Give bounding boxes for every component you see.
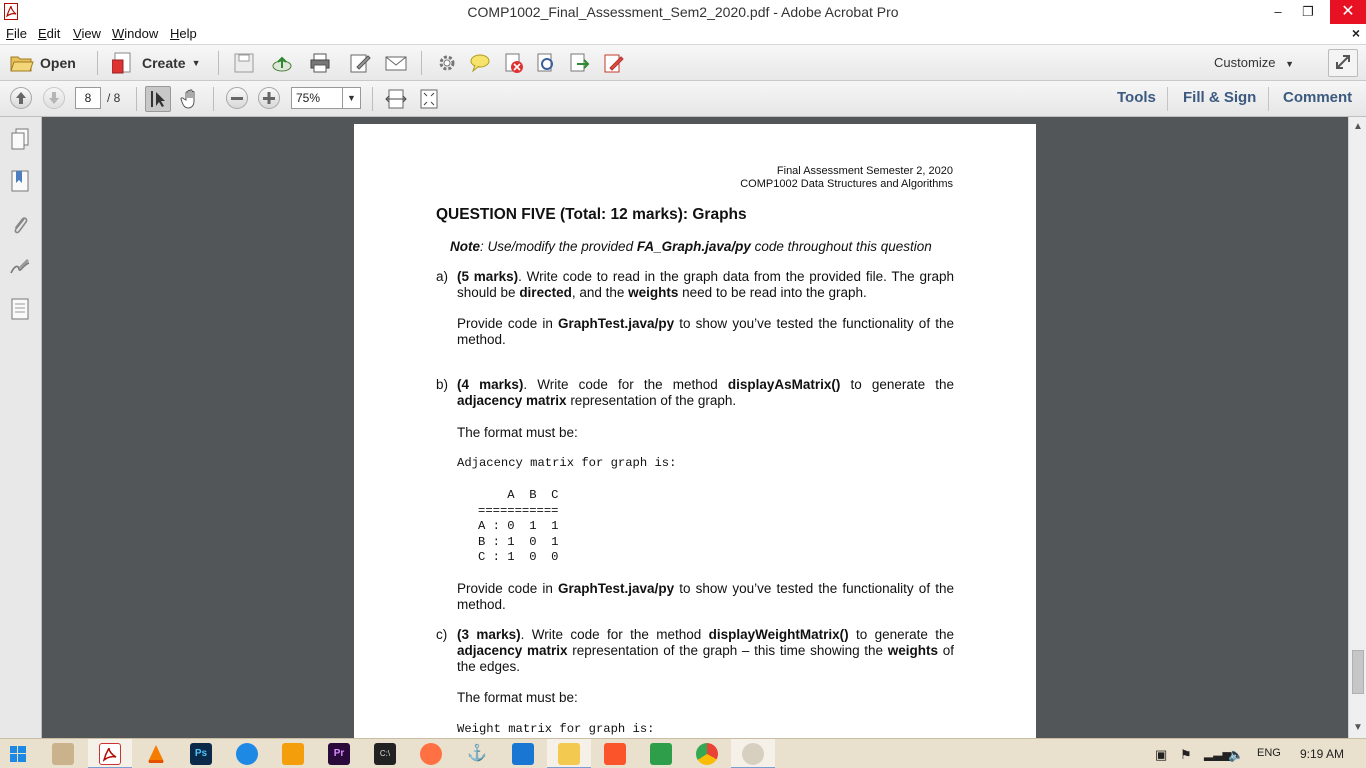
next-page-button[interactable] [43,87,65,109]
adjacency-matrix-example: A B C =========== A : 0 1 1 B : 1 0 1 C : 1 0 0 [478,488,559,564]
tools-pane-link[interactable]: Tools [1117,89,1156,106]
close-window-button[interactable]: ✕ [1330,0,1366,24]
export-icon[interactable] [568,52,590,74]
gear-icon[interactable] [436,52,458,74]
plus-icon [259,88,279,108]
customize-dropdown[interactable]: Customize ▼ [1214,55,1294,70]
fill-sign-pane-link[interactable]: Fill & Sign [1183,89,1257,106]
create-button[interactable]: Create ▼ [112,51,201,75]
create-pdf-icon [112,52,136,74]
toolbar-divider [1167,87,1168,111]
toolbar-divider [136,87,137,111]
scrollbar-thumb[interactable] [1352,650,1364,694]
fit-page-icon[interactable] [418,88,440,110]
fullscreen-button[interactable] [1328,49,1358,77]
windows-start-icon[interactable] [10,746,26,762]
print-icon[interactable] [309,52,331,74]
fit-width-icon[interactable] [385,88,407,110]
photoshop-icon[interactable]: Ps [190,743,212,765]
navigation-toolbar [0,81,1366,117]
menu-window[interactable]: Window [112,26,159,41]
chevron-down-icon: ▼ [191,58,201,68]
firefox-icon[interactable] [420,743,442,765]
zoom-in-button[interactable] [258,87,280,109]
vscode-icon[interactable] [512,743,534,765]
toolbar-divider [1268,87,1269,111]
toolbar-divider [372,87,373,111]
part-a-provide-text: Provide code in GraphTest.java/py to show you’ve tested the functionality of the method. [457,316,954,347]
menu-file[interactable]: File [6,26,27,41]
part-b-provide-text: Provide code in GraphTest.java/py to show you’ve tested the functionality of the method. [457,581,954,612]
redact-icon[interactable] [535,52,557,74]
sublime-text-icon[interactable] [282,743,304,765]
app-launcher-icon[interactable] [52,743,74,765]
comment-bubble-icon[interactable] [469,52,491,74]
menu-view[interactable]: View [73,26,101,41]
clock[interactable]: 9:19 AM [1300,747,1345,761]
content-icon[interactable] [9,297,31,321]
part-b-format-text: The format must be: [457,425,578,440]
premiere-icon[interactable]: Pr [328,743,350,765]
minimize-button[interactable]: – [1274,4,1282,19]
part-b-label: b) [436,377,449,392]
chrome-profile-icon[interactable] [742,743,764,765]
toolbar-divider [218,51,219,75]
save-icon[interactable] [233,52,255,74]
toolbar-divider [213,87,214,111]
part-a-text: (5 marks). Write code to read in the graph data from the provided file. The graph should be directed, and the weights need to be read into the graph. [457,269,954,300]
select-tool-button[interactable] [145,86,171,112]
page-header-line2: COMP1002 Data Structures and Algorithms [740,178,953,190]
chrome-icon[interactable] [696,743,718,765]
chevron-down-icon[interactable]: ▼ [342,88,360,108]
zoom-out-button[interactable] [226,87,248,109]
vlc-icon[interactable] [145,743,167,765]
part-c-format-text: The format must be: [457,690,578,705]
window-title: COMP1002_Final_Assessment_Sem2_2020.pdf - Adobe Acrobat Pro [467,4,899,20]
adjacency-heading: Adjacency matrix for graph is: [457,456,677,470]
menu-bar [0,24,1366,44]
page-total: / 8 [107,91,121,105]
brave-browser-icon[interactable] [604,743,626,765]
file-explorer-icon[interactable] [558,743,580,765]
previous-page-button[interactable] [10,87,32,109]
navigation-pane [0,117,42,738]
expand-icon [1329,50,1357,76]
email-icon[interactable] [385,52,407,74]
main-toolbar [0,44,1366,81]
settings-app-icon[interactable] [236,743,258,765]
page-header-line1: Final Assessment Semester 2, 2020 [776,165,953,177]
weight-matrix-heading: Weight matrix for graph is: [457,722,655,736]
tray-network-status-icon[interactable]: ▣ [1155,747,1168,762]
close-document-button[interactable]: × [1351,25,1360,41]
page-number-input[interactable]: 8 [75,87,101,109]
toolbar-divider [97,51,98,75]
signatures-icon[interactable] [9,255,31,279]
arrow-up-icon [11,88,31,108]
cursor-icon [146,87,170,111]
part-c-text: (3 marks). Write code for the method displayWeightMatrix() to generate the adjacency matrix representation of the graph – this time showing the weights of the edges. [457,627,955,674]
sign-document-icon[interactable] [602,52,624,74]
upload-cloud-icon[interactable] [271,52,293,74]
comment-pane-link[interactable]: Comment [1283,89,1353,106]
command-prompt-icon[interactable]: C:\ [374,743,396,765]
anchor-app-icon[interactable]: ⚓ [467,745,487,762]
restore-button[interactable]: ❐ [1302,4,1314,19]
folder-icon [10,53,34,73]
green-app-icon[interactable] [650,743,672,765]
acrobat-taskbar-icon[interactable] [99,743,121,765]
zoom-select[interactable]: 75% ▼ [291,87,361,109]
document-viewport[interactable] [42,117,1348,738]
question-title: QUESTION FIVE (Total: 12 marks): Graphs [436,206,747,223]
part-a-label: a) [436,269,449,284]
arrow-down-icon [44,88,64,108]
pdf-page [354,124,1036,738]
toolbar-divider [421,51,422,75]
hand-tool-icon[interactable] [180,88,202,110]
menu-edit[interactable]: Edit [38,26,61,41]
chevron-down-icon: ▼ [1285,59,1294,69]
wifi-signal-icon[interactable]: ▂▃▅ [1204,747,1232,761]
menu-help[interactable]: Help [170,26,197,41]
bookmarks-icon[interactable] [9,169,31,193]
action-center-flag-icon[interactable]: ⚑ [1180,747,1192,762]
title-bar [0,0,1366,24]
scroll-up-icon[interactable]: ▲ [1353,121,1363,132]
attachments-icon[interactable] [9,213,31,237]
edit-document-icon[interactable] [349,52,371,74]
part-b-text: (4 marks). Write code for the method displayAsMatrix() to generate the adjacency matrix representation of the graph. [457,377,954,408]
note-text: Note: Use/modify the provided FA_Graph.java/py code throughout this question [450,239,932,254]
scroll-down-icon[interactable]: ▼ [1353,722,1363,733]
part-c-label: c) [436,627,448,642]
windows-taskbar [0,738,1366,768]
volume-icon[interactable]: 🔈 [1228,747,1245,762]
minus-icon [227,88,247,108]
language-indicator[interactable]: ENG [1257,747,1281,759]
page-thumbnails-icon[interactable] [9,127,31,151]
open-button[interactable]: Open [10,51,76,75]
delete-pages-icon[interactable] [503,52,525,74]
vertical-scrollbar[interactable] [1348,117,1366,738]
